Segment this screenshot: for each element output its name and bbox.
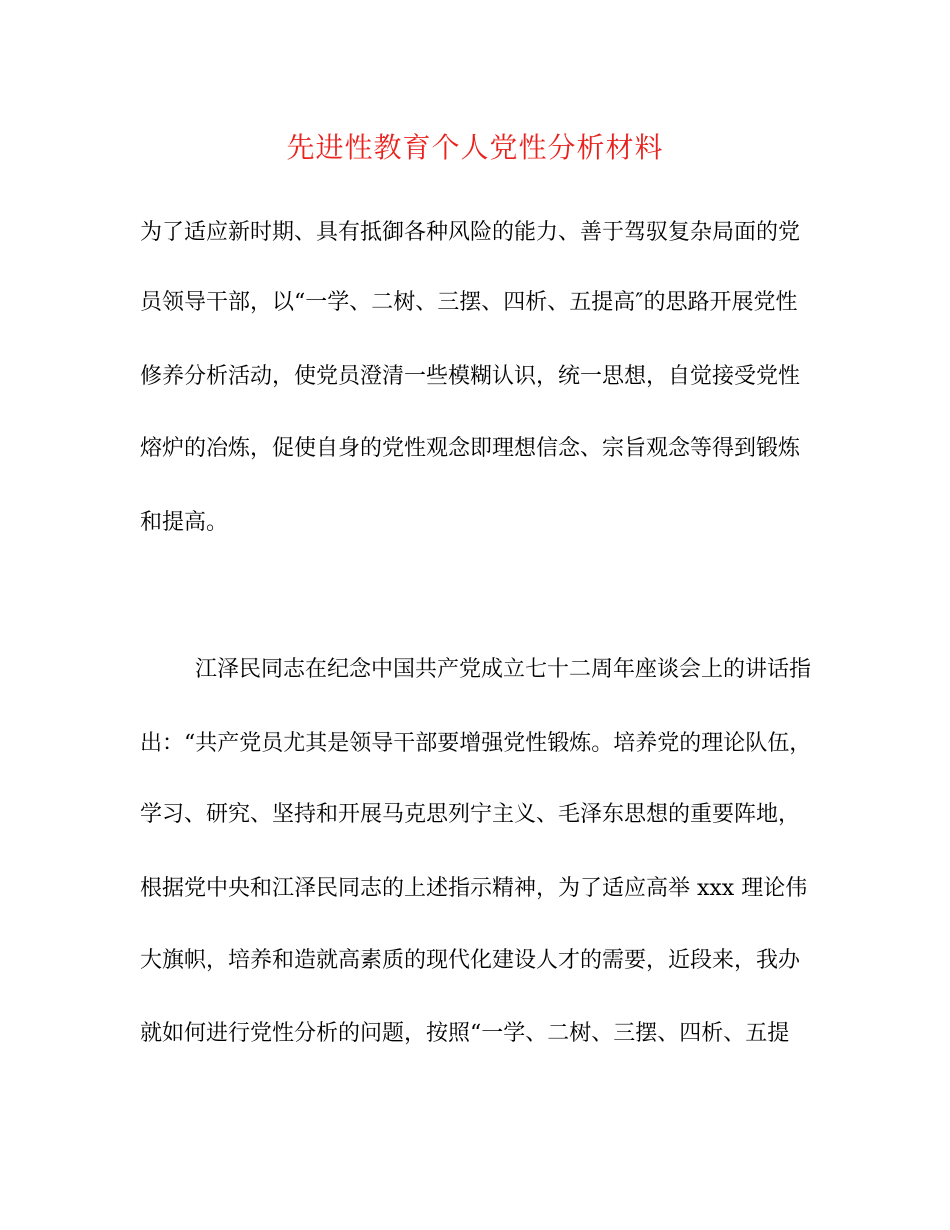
paragraph-line: 出：“共产党员尤其是领导干部要增强党性锻炼。培养党的理论队伍， — [140, 731, 812, 756]
paragraph-line: 和提高。 — [140, 510, 229, 535]
paragraph-line: 修养分析活动，使党员澄清一些模糊认识，统一思想，自觉接受党性 — [140, 364, 801, 389]
paragraph-line: 员领导干部，以“一学、二树、三摆、四析、五提高″的思路开展党性 — [140, 290, 798, 315]
paragraph-line: 就如何进行党性分析的问题，按照“一学、二树、三摆、四析、五提 — [140, 1021, 790, 1046]
paragraph-line: 大旗帜，培养和造就高素质的现代化建设人才的需要，近段来，我办 — [140, 948, 801, 973]
paragraph-line: 为了适应新时期、具有抵御各种风险的能力、善于驾驭复杂局面的党 — [140, 220, 801, 245]
paragraph-line: 熔炉的冶炼，促使自身的党性观念即理想信念、宗旨观念等得到锻炼 — [140, 436, 801, 461]
paragraph-line: 根据党中央和江泽民同志的上述指示精神，为了适应高举 xxx 理论伟 — [140, 876, 808, 901]
document-title: 先进性教育个人党性分析材料 — [286, 131, 664, 164]
paragraph-line: 江泽民同志在纪念中国共产党成立七十二周年座谈会上的讲话指 — [195, 657, 812, 682]
paragraph-line: 学习、研究、坚持和开展马克思列宁主义、毛泽东思想的重要阵地， — [140, 802, 801, 827]
